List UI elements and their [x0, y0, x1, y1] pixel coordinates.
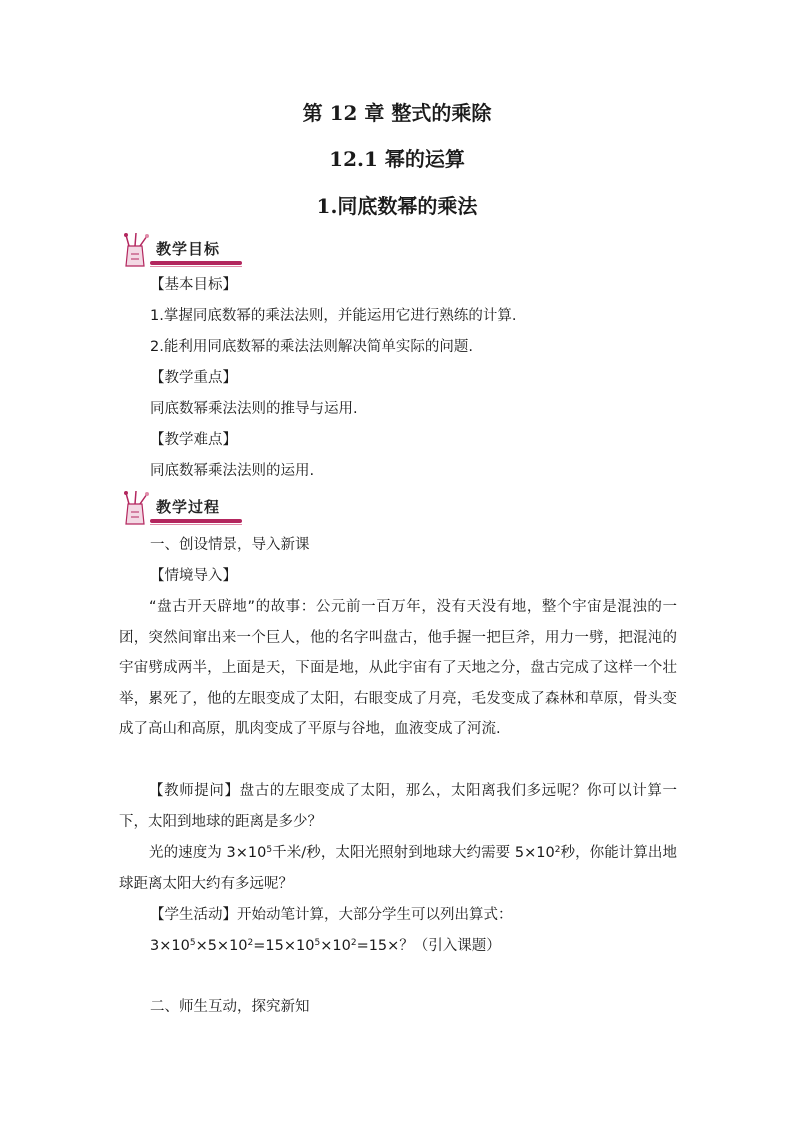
- section-title: 12.1 幂的运算: [329, 147, 465, 171]
- formula-line: $3\times 10^5\times 5\times 10^2=15\times 10^5\times 10^2=15\times$？（引入课题）: [150, 938, 501, 954]
- section-underline: [150, 261, 242, 265]
- goal-item-2: 2.能利用同底数幂的乘法法则解决简单实际的问题.: [150, 339, 473, 355]
- section-underline-thin: [150, 524, 242, 525]
- goal-item-1: 1.掌握同底数幂的乘法法则，并能运用它进行熟练的计算.: [150, 308, 517, 324]
- section-underline-thin: [150, 266, 242, 267]
- part1-title: 一、创设情景，导入新课: [150, 537, 310, 553]
- section-underline: [150, 519, 242, 523]
- scene-label: 【情境导入】: [150, 568, 237, 584]
- story-paragraph: “盘古开天辟地”的故事：公元前一百万年，没有天没有地，整个宇宙是混浊的一团，突然间窜出来一个巨人，他的名字叫盘古，他手握一把巨斧，用力一劈，把混沌的宇宙劈成两半，上面是天，下面是地，从此宇宙有了天地之分，盘古完成了这样一个壮举，累死了，他的左眼变成了太阳，右眼变成了月亮，毛发变成了森林和草原，骨头变成了高山和高原，肌肉变成了平原与谷地，血液变成了河流.: [119, 599, 677, 738]
- pen-holder-icon: [120, 490, 154, 526]
- student-activity: 【学生活动】开始动笔计算，大部分学生可以列出算式：: [150, 907, 513, 923]
- section-header-process: [120, 490, 244, 528]
- pen-holder-icon: [120, 232, 154, 268]
- section-goal-title: 教学目标: [156, 240, 221, 258]
- difficulty-text: 同底数幂乘法法则的运用.: [150, 463, 315, 479]
- part2-title: 二、师生互动，探究新知: [150, 999, 310, 1015]
- key-point-label: 【教学重点】: [150, 370, 237, 386]
- subsection-title: 1.同底数幂的乘法: [316, 194, 478, 218]
- teacher-question: 【教师提问】盘古的左眼变成了太阳，那么，太阳离我们多远呢？你可以计算一下，太阳到地球的距离是多少？: [119, 783, 677, 830]
- chapter-title: 第 12 章 整式的乘除: [302, 101, 492, 125]
- section-header-goals: [120, 232, 244, 270]
- difficulty-label: 【教学难点】: [150, 432, 237, 448]
- section-process-title: 教学过程: [156, 498, 221, 516]
- light-speed-paragraph: 光的速度为 $3\times 10^5$千米/秒，太阳光照射到地球大约需要 $5\times 10^2$秒，你能计算出地球距离太阳大约有多远呢？: [119, 845, 678, 892]
- basic-goal-label: 【基本目标】: [150, 277, 237, 293]
- key-point-text: 同底数幂乘法法则的推导与运用.: [150, 401, 358, 417]
